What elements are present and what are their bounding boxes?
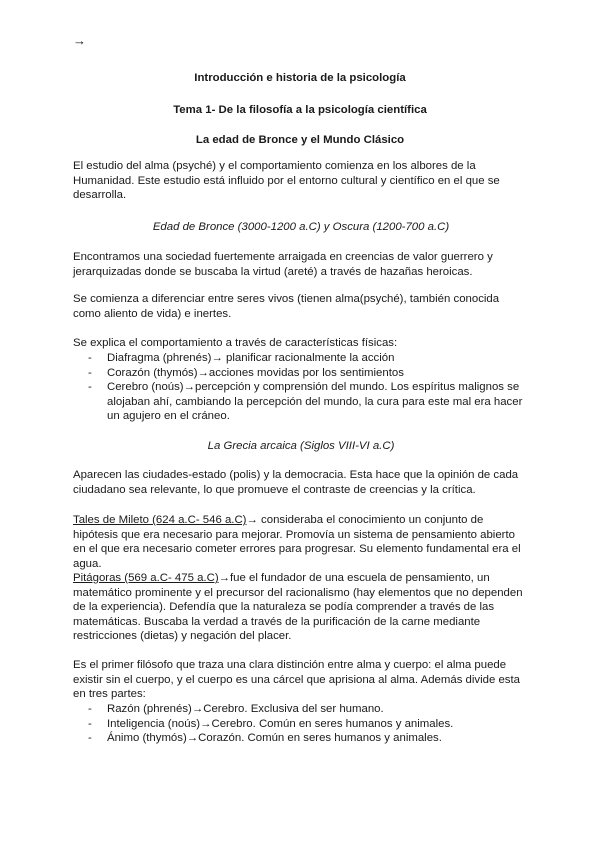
list-item: - Diafragma (phrenés)→ planificar racionalmente la acción (73, 351, 529, 366)
intro-paragraph: El estudio del alma (psyché) y el comportamiento comienza en los albores de la Humanidad. Este estudio está influido por el entorno cultural y científico en el que se desarrolla. (73, 160, 500, 202)
list-item: - Ánimo (thymós)→Corazón. Común en seres humanos y animales. (73, 731, 529, 746)
topic-title: Tema 1- De la filosofía a la psicología científica (173, 104, 427, 116)
list-item: - Cerebro (noús)→percepción y comprensión del mundo. Los espíritus malignos se alojaban ahí, cambiando la percepción del mundo, la cura para este mal era hacer un agujero en el cráneo. (73, 380, 529, 424)
paragraph-thales (73, 513, 529, 571)
list-item: - Corazón (thymós)→acciones movidas por los sentimientos (73, 366, 529, 381)
paragraph-physical: Se explica el comportamiento a través de características físicas: (73, 337, 398, 349)
list-item: - Razón (phrenés)→Cerebro. Exclusiva del ser humano. (73, 702, 529, 717)
paragraph-soul-body: Es el primer filósofo que traza una clara distinción entre alma y cuerpo: el alma puede existir sin el cuerpo, y el cuerpo es una cárcel que aprisiona al alma. Además divide esta en tres partes: (73, 659, 521, 701)
course-title: Introducción e historia de la psicología (194, 72, 406, 84)
list-physical-traits (73, 351, 529, 424)
thales-text: → consideraba el conocimiento un conjunto de hipótesis que era necesario para mejorar. Promovía un sistema de pensamiento abierto en el que era necesario cometer errores para progresar. Su elemento fundamental era el agua. (73, 514, 521, 570)
paragraph-living-beings: Se comienza a diferenciar entre seres vivos (tienen alma(psyché), también conocida como aliento de vida) e inertes. (73, 293, 500, 320)
list-item: - Inteligencia (noús)→Cerebro. Común en seres humanos y animales. (73, 717, 529, 732)
heading-archaic-greece: La Grecia arcaica (Siglos VIII-VI a.C) (207, 440, 395, 452)
arrow-icon: → (73, 33, 86, 48)
paragraph-polis: Aparecen las ciudades-estado (polis) y la democracia. Esta hace que la opinión de cada ciudadano sea relevante, lo que promueve el contraste de creencias y la crítica. (73, 469, 519, 496)
heading-bronze-age: Edad de Bronce (3000-1200 a.C) y Oscura (1200-700 a.C) (152, 221, 450, 233)
list-soul-parts (73, 702, 529, 746)
thales-name: Tales de Mileto (624 a.C- 546 a.C) (73, 514, 247, 526)
pythagoras-name: Pitágoras (569 a.C- 475 a.C) (73, 572, 219, 584)
paragraph-society: Encontramos una sociedad fuertemente arraigada en creencias de valor guerrero y jerarquizadas donde se buscaba la virtud (areté) a través de hazañas heroicas. (73, 251, 493, 278)
paragraph-pythagoras (73, 571, 529, 644)
pythagoras-text: →fue el fundador de una escuela de pensamiento, un matemático prominente y el precursor del racionalismo (hay elementos que no dependen de la experiencia). Defendía que la naturaleza se podía comprender a través de las matemáticas. Buscaba la verdad a través de la purificación de la carne mediante restricciones (dietas) y negación del placer. (73, 572, 523, 643)
section-title: La edad de Bronce y el Mundo Clásico (195, 134, 405, 146)
